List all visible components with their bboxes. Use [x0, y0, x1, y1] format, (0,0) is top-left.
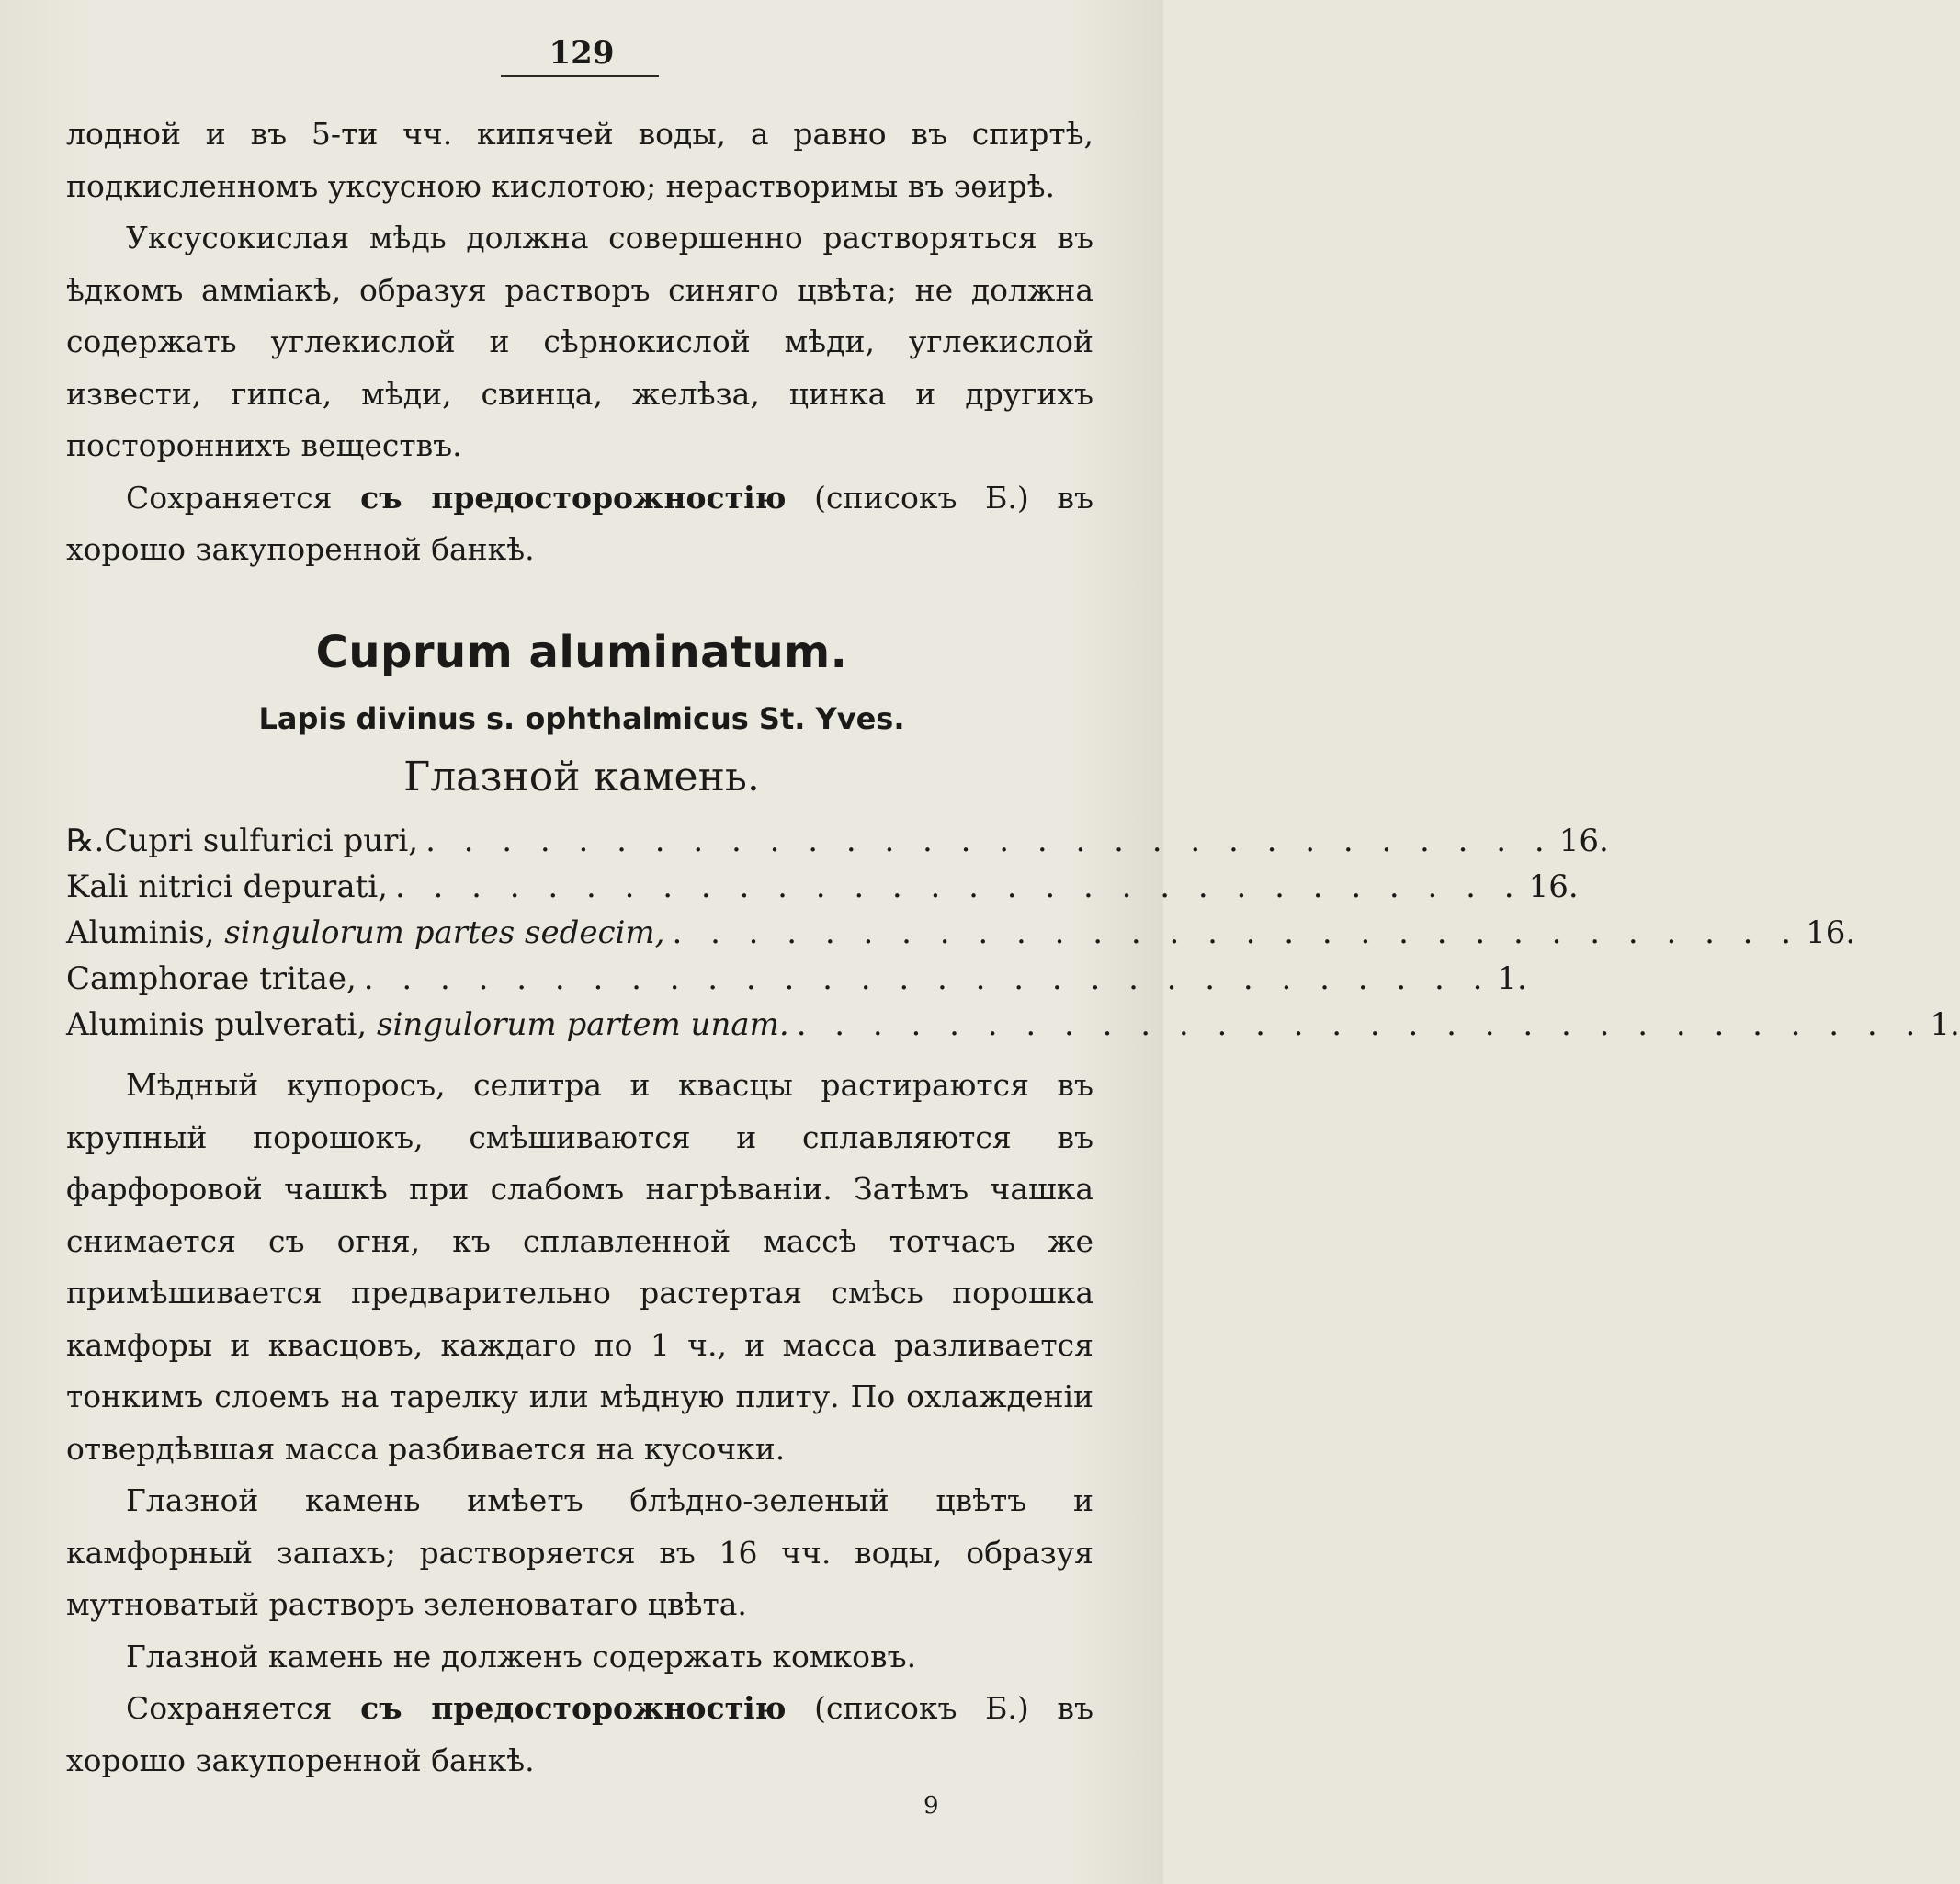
intro-text — [66, 108, 1093, 576]
signature-mark: 9 — [923, 1792, 939, 1820]
ingredient-quantity: 16. — [1558, 823, 1609, 859]
ingredient-quantity: 16. — [1806, 914, 1856, 951]
dot-leader: . . . . . . . . . . . . . . . . . . . . . . . . . . . . . . — [394, 868, 1524, 905]
bold-emphasis: съ предосторожностію — [360, 479, 787, 516]
article-title: Cuprum aluminatum. — [315, 627, 848, 678]
ingredient-name — [104, 823, 425, 859]
intro-paragraph-2: Уксусокислая мѣдь должна совершенно растворяться въ ѣдкомъ амміакѣ, образуя растворъ синяго цвѣта; не должна содержать углекислой и сѣрнокислой мѣди, углекислой извести, гипса, мѣди, свинца, желѣза, цинка и другихъ постороннихъ веществъ. — [66, 220, 1093, 463]
dot-leader: . . . . . . . . . . . . . . . . . . . . . . . . . . . . . . — [796, 1006, 1925, 1043]
ingredient-label: Aluminis pulverati, — [66, 1006, 368, 1043]
intro-paragraph-1: лодной и въ 5-ти чч. кипячей воды, а равно въ спиртѣ, подкисленномъ уксусною кислотою; нерастворимы въ эѳирѣ. — [66, 116, 1093, 204]
ingredient-label: Aluminis, — [66, 914, 215, 951]
page-number: 129 — [549, 35, 615, 72]
header-rule — [501, 75, 659, 77]
ingredient-name — [66, 1006, 797, 1043]
article-paragraph-4 — [66, 1683, 1093, 1787]
ingredient-quantity: 1. — [1497, 960, 1527, 997]
text-fragment: Сохраняется — [126, 479, 361, 516]
article-paragraph-1: Мѣдный купоросъ, селитра и квасцы растираются въ крупный порошокъ, смѣшиваются и сплавляются въ фарфоровой чашкѣ при слабомъ нагрѣваніи. Затѣмъ чашка снимается съ огня, къ сплавленной массѣ тотчасъ же примѣшивается предварительно растертая смѣсь порошка камфоры и квасцовъ, каждаго по 1 ч., и масса разливается тонкимъ слоемъ на тарелку или мѣдную плиту. По охлажденіи отвердѣвшая масса разбивается на кусочки. — [66, 1067, 1093, 1467]
ingredient-quantity: 16. — [1528, 868, 1579, 905]
article-russian-name: Глазной камень. — [403, 754, 760, 800]
recipe-symbol: ℞. — [66, 823, 105, 859]
dot-leader: . . . . . . . . . . . . . . . . . . . . . . . . . . . . . . — [672, 914, 1801, 951]
ingredient-quantity: 1. — [1930, 1006, 1960, 1043]
intro-paragraph-3 — [66, 472, 1093, 576]
recipe-row — [66, 1006, 1960, 1052]
dot-leader: . . . . . . . . . . . . . . . . . . . . . . . . . . . . . . — [363, 960, 1492, 997]
article-paragraph-3: Глазной камень не долженъ содержать комковъ. — [126, 1638, 917, 1674]
recipe-row — [66, 960, 1527, 1006]
text-fragment: Сохраняется — [126, 1690, 361, 1726]
ingredient-note: singulorum partes sedecim, — [224, 914, 665, 951]
recipe-row — [66, 868, 1579, 914]
text-fragment: (списокъ Б.) въ хорошо закупоренной банкѣ. — [66, 479, 1093, 567]
ingredient-label: Kali nitrici depurati, — [66, 868, 388, 905]
recipe-list — [66, 823, 1960, 1052]
ingredient-label: Camphorae tritae, — [66, 960, 357, 997]
ingredient-note: singulorum partem unam. — [377, 1006, 789, 1043]
ingredient-name — [66, 868, 395, 905]
recipe-row — [66, 914, 1856, 960]
article-synonym: Lapis divinus s. ophthalmicus St. Yves. — [258, 701, 905, 736]
bold-emphasis: съ предосторожностію — [360, 1690, 787, 1726]
article-text — [66, 1060, 1093, 1787]
dot-leader: . . . . . . . . . . . . . . . . . . . . . . . . . . . . . . — [425, 823, 1554, 859]
recipe-row — [66, 823, 1609, 868]
article-paragraph-2: Глазной камень имѣетъ блѣдно-зеленый цвѣтъ и камфорный запахъ; растворяется въ 16 чч. воды, образуя мутноватый растворъ зеленоватаго цвѣта. — [66, 1482, 1093, 1622]
ingredient-name — [66, 960, 364, 997]
ingredient-name — [66, 914, 672, 951]
text-fragment: (списокъ Б.) въ хорошо закупоренной банкѣ. — [66, 1690, 1093, 1778]
ingredient-label: Cupri sulfurici puri, — [104, 823, 419, 859]
